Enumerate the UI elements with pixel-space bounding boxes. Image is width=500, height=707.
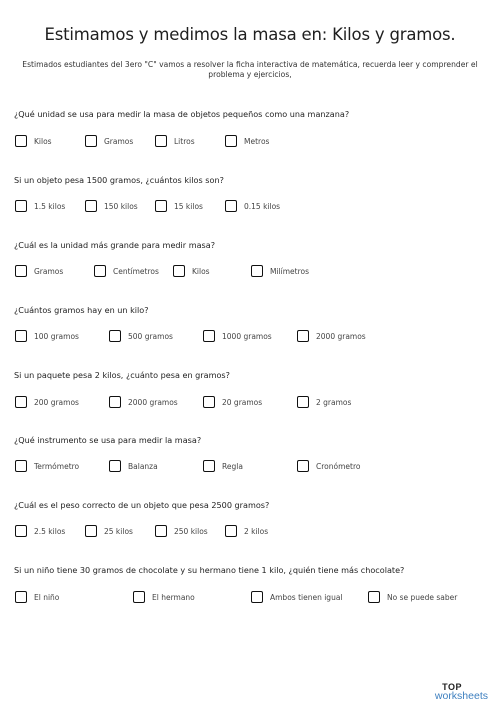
option-q4-c[interactable] xyxy=(203,330,272,342)
option-label: Gramos xyxy=(104,136,134,146)
option-label: 2000 gramos xyxy=(316,331,366,341)
question-2 xyxy=(14,175,494,185)
option-label: 100 gramos xyxy=(34,331,79,341)
checkbox[interactable] xyxy=(225,525,237,537)
option-q3-c[interactable] xyxy=(173,265,210,277)
checkbox[interactable] xyxy=(297,330,309,342)
checkbox[interactable] xyxy=(203,330,215,342)
option-label: 200 gramos xyxy=(34,397,79,407)
checkbox[interactable] xyxy=(155,135,167,147)
option-q2-d[interactable] xyxy=(225,200,280,212)
option-label: Gramos xyxy=(34,266,64,276)
page-title: Estimamos y medimos la masa en: Kilos y gramos. xyxy=(44,25,456,44)
checkbox[interactable] xyxy=(155,200,167,212)
option-q6-a[interactable] xyxy=(15,460,79,472)
option-q1-a[interactable] xyxy=(15,135,52,147)
checkbox[interactable] xyxy=(15,396,27,408)
checkbox[interactable] xyxy=(15,265,27,277)
option-label: 2 kilos xyxy=(244,526,269,536)
option-label: 2.5 kilos xyxy=(34,526,66,536)
checkbox[interactable] xyxy=(203,460,215,472)
question-text: ¿Qué instrumento se usa para medir la masa? xyxy=(14,435,202,445)
option-label: Kilos xyxy=(192,266,210,276)
option-q7-d[interactable] xyxy=(225,525,268,537)
option-q5-b[interactable] xyxy=(109,396,178,408)
checkbox[interactable] xyxy=(85,525,97,537)
question-text: ¿Cuántos gramos hay en un kilo? xyxy=(14,305,149,315)
option-label: 500 gramos xyxy=(128,331,173,341)
option-q3-a[interactable] xyxy=(15,265,63,277)
question-7 xyxy=(14,500,494,510)
option-q1-b[interactable] xyxy=(85,135,133,147)
checkbox[interactable] xyxy=(225,135,237,147)
question-1 xyxy=(14,109,494,119)
option-label: Regla xyxy=(222,461,243,471)
option-q1-d[interactable] xyxy=(225,135,269,147)
checkbox[interactable] xyxy=(109,396,121,408)
option-label: Centímetros xyxy=(113,266,159,276)
question-text: Si un paquete pesa 2 kilos, ¿cuánto pesa en gramos? xyxy=(14,370,230,380)
logo-top-text: TOP xyxy=(442,682,462,692)
option-q2-a[interactable] xyxy=(15,200,65,212)
checkbox[interactable] xyxy=(203,396,215,408)
option-label: Litros xyxy=(174,136,195,146)
checkbox[interactable] xyxy=(109,330,121,342)
option-q7-b[interactable] xyxy=(85,525,133,537)
option-label: 2 gramos xyxy=(316,397,352,407)
checkbox[interactable] xyxy=(15,460,27,472)
question-text: Si un objeto pesa 1500 gramos, ¿cuántos kilos son? xyxy=(14,175,224,185)
checkbox[interactable] xyxy=(15,330,27,342)
option-label: Balanza xyxy=(128,461,158,471)
option-label: Metros xyxy=(244,136,270,146)
checkbox[interactable] xyxy=(297,460,309,472)
option-label: 15 kilos xyxy=(174,201,203,211)
checkbox[interactable] xyxy=(15,135,27,147)
option-label: 250 kilos xyxy=(174,526,208,536)
option-q7-c[interactable] xyxy=(155,525,208,537)
option-label: El hermano xyxy=(152,592,195,602)
question-text: ¿Cuál es la unidad más grande para medir masa? xyxy=(14,240,216,250)
option-q4-b[interactable] xyxy=(109,330,173,342)
option-q4-d[interactable] xyxy=(297,330,366,342)
option-label: 0.15 kilos xyxy=(244,201,281,211)
topworksheets-logo xyxy=(408,683,488,701)
option-q5-a[interactable] xyxy=(15,396,79,408)
option-label: Termómetro xyxy=(34,461,80,471)
option-q6-c[interactable] xyxy=(203,460,243,472)
option-label: El niño xyxy=(34,592,60,602)
option-q8-d[interactable] xyxy=(368,591,457,603)
option-q7-a[interactable] xyxy=(15,525,65,537)
option-q6-d[interactable] xyxy=(297,460,360,472)
checkbox[interactable] xyxy=(109,460,121,472)
logo-bottom-text: worksheets xyxy=(434,690,488,702)
checkbox[interactable] xyxy=(15,200,27,212)
option-label: 150 kilos xyxy=(104,201,138,211)
option-q8-c[interactable] xyxy=(251,591,343,603)
checkbox[interactable] xyxy=(368,591,380,603)
option-label: 1000 gramos xyxy=(222,331,272,341)
option-label: Kilos xyxy=(34,136,52,146)
option-q1-c[interactable] xyxy=(155,135,195,147)
question-4 xyxy=(14,305,494,315)
option-label: 2000 gramos xyxy=(128,397,178,407)
option-label: Milímetros xyxy=(270,266,309,276)
checkbox[interactable] xyxy=(85,200,97,212)
checkbox[interactable] xyxy=(173,265,185,277)
checkbox[interactable] xyxy=(225,200,237,212)
question-text: Si un niño tiene 30 gramos de chocolate y su hermano tiene 1 kilo, ¿quién tiene más chocolate? xyxy=(14,565,405,575)
option-label: Ambos tienen igual xyxy=(270,592,343,602)
checkbox[interactable] xyxy=(251,591,263,603)
option-q8-b[interactable] xyxy=(133,591,195,603)
option-q8-a[interactable] xyxy=(15,591,59,603)
option-q2-b[interactable] xyxy=(85,200,138,212)
checkbox[interactable] xyxy=(94,265,106,277)
checkbox[interactable] xyxy=(251,265,263,277)
option-q4-a[interactable] xyxy=(15,330,79,342)
question-text: ¿Cuál es el peso correcto de un objeto que pesa 2500 gramos? xyxy=(14,500,270,510)
option-label: No se puede saber xyxy=(387,592,458,602)
question-text: ¿Qué unidad se usa para medir la masa de objetos pequeños como una manzana? xyxy=(14,109,350,119)
checkbox[interactable] xyxy=(85,135,97,147)
option-q3-d[interactable] xyxy=(251,265,309,277)
option-label: 25 kilos xyxy=(104,526,133,536)
option-label: Cronómetro xyxy=(316,461,361,471)
checkbox[interactable] xyxy=(15,525,27,537)
option-q3-b[interactable] xyxy=(94,265,159,277)
question-8 xyxy=(14,565,494,575)
question-6 xyxy=(14,435,494,445)
checkbox[interactable] xyxy=(155,525,167,537)
intro-text: Estimados estudiantes del 3ero "C" vamos a resolver la ficha interactiva de matemática, recuerda leer y comprender el problema y ejercicios, xyxy=(22,60,478,79)
option-q5-d[interactable] xyxy=(297,396,351,408)
checkbox[interactable] xyxy=(15,591,27,603)
option-q2-c[interactable] xyxy=(155,200,203,212)
option-label: 20 gramos xyxy=(222,397,263,407)
checkbox[interactable] xyxy=(133,591,145,603)
option-q5-c[interactable] xyxy=(203,396,262,408)
option-q6-b[interactable] xyxy=(109,460,158,472)
option-label: 1.5 kilos xyxy=(34,201,66,211)
question-3 xyxy=(14,240,494,250)
checkbox[interactable] xyxy=(297,396,309,408)
question-5 xyxy=(14,370,494,380)
